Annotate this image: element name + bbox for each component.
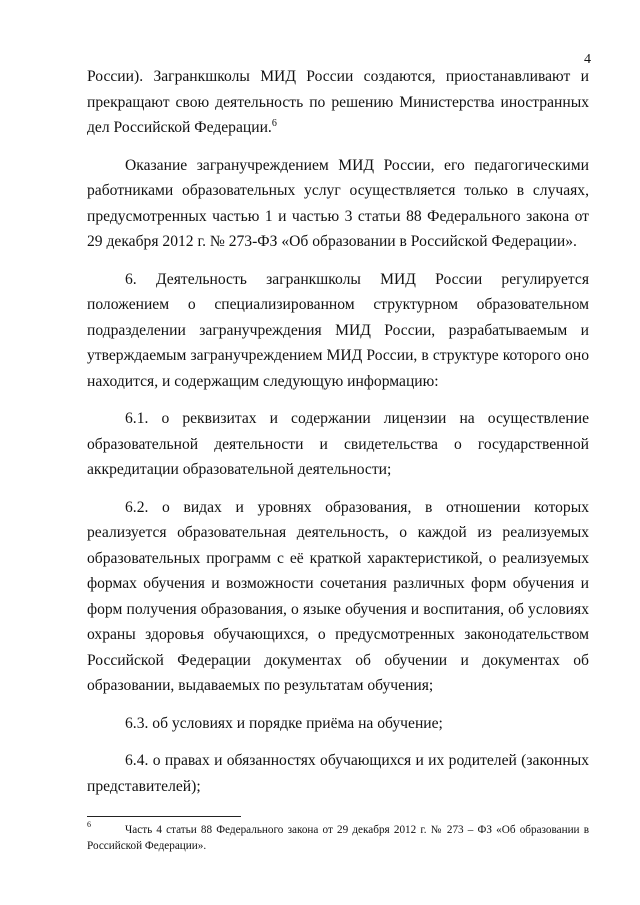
paragraph: 6.1. о реквизитах и содержании лицензии на осуществление образовательной деятельности и свидетельства о государственной аккредитации образовательной деятельности; — [87, 410, 589, 478]
footnote-separator — [87, 816, 241, 817]
footnote-ref[interactable]: 6 — [271, 117, 277, 129]
footnote — [87, 822, 589, 854]
paragraph: Оказание загранучреждением МИД России, его педагогическими работниками образовательных услуг осуществляется только в случаях, предусмотренных частью 1 и частью 3 статьи 88 Федерального закона от 29 декабря 2012 г. № 273-ФЗ «Об образовании в Российской Федерации». — [87, 156, 589, 250]
paragraph: 6.4. о правах и обязанностях обучающихся и их родителей (законных представителей); — [87, 752, 589, 795]
paragraph-text: России). Загранкшколы МИД России создаются, приостанавливают и прекращают свою деятельность по решению Министерства иностранных дел Российской Федерации. — [87, 68, 589, 136]
footnote-mark: 6 — [87, 820, 91, 829]
page-number: 4 — [584, 52, 591, 67]
document-body — [87, 64, 589, 799]
paragraph: 6.2. о видах и уровнях образования, в отношении которых реализуется образовательная деятельность, о каждой из реализуемых образовательных программ с её краткой характеристикой, о реализуемых формах обучения и возможности сочетания различных форм обучения и форм получения образования, о языке обучения и воспитания, об условиях охраны здоровья обучающихся, о предусмотренных законодательством Российской Федерации документах об обучении и документах об образовании, выдаваемых по результатам обучения; — [87, 498, 589, 694]
footnote-text: Часть 4 статьи 88 Федерального закона от 29 декабря 2012 г. № 273 – ФЗ «Об образовании в Российской Федерации». — [87, 824, 589, 852]
paragraph: 6.3. об условиях и порядке приёма на обучение; — [125, 714, 443, 732]
paragraph — [87, 64, 589, 141]
paragraph: 6. Деятельность загранкшколы МИД России регулируется положением о специализированном структурном образовательном подразделении загранучреждения МИД России, разрабатываемым и утверждаемым загранучреждением МИД России, в структуре которого оно находится, и содержащим следующую информацию: — [87, 270, 589, 390]
